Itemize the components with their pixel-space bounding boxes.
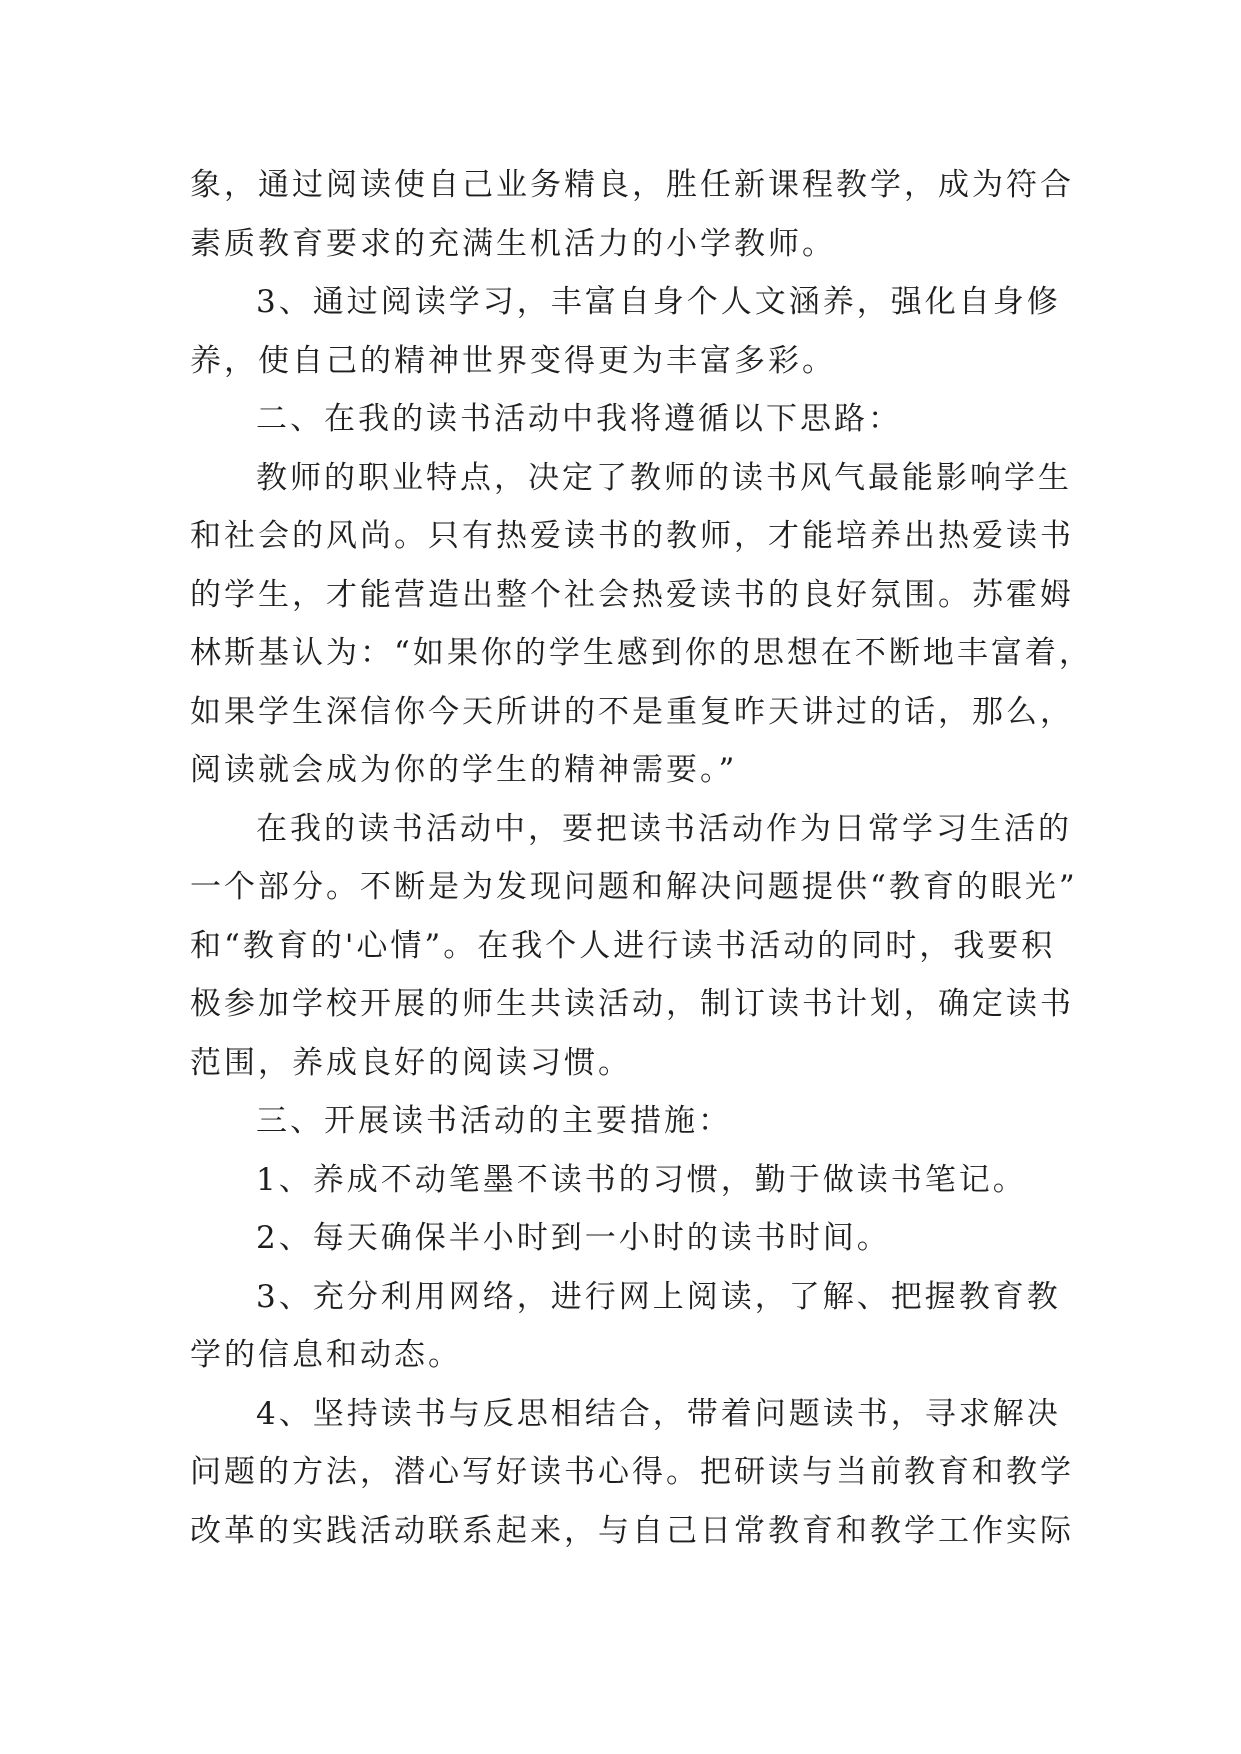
- text-line: 养，使自己的精神世界变得更为丰富多彩。: [190, 342, 836, 379]
- text-line: 教师的职业特点，决定了教师的读书风气最能影响学生: [256, 459, 1072, 496]
- text-line: 二、在我的读书活动中我将遵循以下思路：: [256, 401, 902, 437]
- text-line: 学的信息和动态。: [190, 1337, 462, 1373]
- text-line: 象，通过阅读使自己业务精良，胜任新课程教学，成为符合: [190, 167, 1074, 203]
- text-line: 改革的实践活动联系起来，与自己日常教育和教学工作实际: [190, 1512, 1074, 1549]
- text-line: 三、开展读书活动的主要措施：: [256, 1103, 732, 1139]
- text-line: 如果学生深信你今天所讲的不是重复昨天讲过的话，那么，: [190, 693, 1074, 730]
- text-line: 阅读就会成为你的学生的精神需要。”: [190, 752, 738, 788]
- text-line: 极参加学校开展的师生共读活动，制订读书计划，确定读书: [190, 986, 1074, 1022]
- text-line: 一个部分。不断是为发现问题和解决问题提供“教育的眼光”: [190, 869, 1078, 905]
- text-line: 在我的读书活动中，要把读书活动作为日常学习生活的: [256, 810, 1072, 847]
- text-line: 3、充分利用网络，进行网上阅读，了解、把握教育教: [256, 1278, 1061, 1315]
- text-line: 和“教育的'心情”。在我个人进行读书活动的同时，我要积: [190, 927, 1056, 964]
- text-line: 2、每天确保半小时到一小时的读书时间。: [256, 1220, 891, 1256]
- text-line: 3、通过阅读学习，丰富自身个人文涵养，强化自身修: [256, 284, 1061, 320]
- text-line: 4、坚持读书与反思相结合，带着问题读书，寻求解决: [256, 1395, 1061, 1432]
- document-body: [190, 156, 1093, 1560]
- text-line: 的学生，才能营造出整个社会热爱读书的良好氛围。苏霍姆: [190, 576, 1074, 613]
- text-line: 素质教育要求的充满生机活力的小学教师。: [190, 225, 836, 262]
- text-line: 问题的方法，潜心写好读书心得。把研读与当前教育和教学: [190, 1454, 1074, 1490]
- text-line: 1、养成不动笔墨不读书的习惯，勤于做读书笔记。: [256, 1161, 1027, 1198]
- text-line: 范围，养成良好的阅读习惯。: [190, 1044, 632, 1081]
- text-line: 和社会的风尚。只有热爱读书的教师，才能培养出热爱读书: [190, 518, 1074, 554]
- text-line: 林斯基认为：“如果你的学生感到你的思想在不断地丰富着，: [190, 635, 1093, 671]
